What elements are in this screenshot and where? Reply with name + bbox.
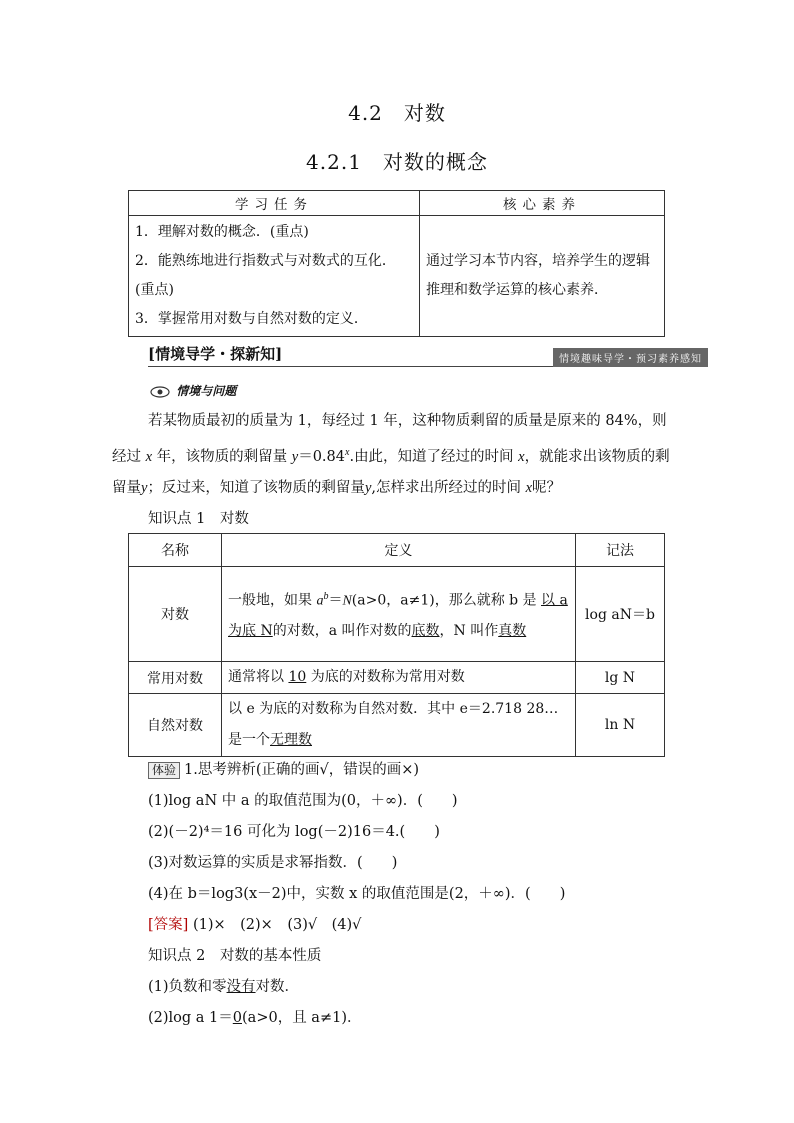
- core-cell: 通过学习本节内容，培养学生的逻辑推理和数学运算的核心素养．: [420, 216, 665, 337]
- row-definition: [222, 662, 576, 694]
- kp2-underline: 0: [232, 1010, 243, 1026]
- section-title: 4.2 对数: [348, 101, 446, 125]
- scenario-text-3: 由此，知道了经过的时间: [354, 448, 514, 465]
- exercise-q1: (1)log aN 中 a 的取值范围为(0，＋∞)．( ): [148, 793, 458, 809]
- exercise-intro: [148, 758, 419, 779]
- row-name: 常用对数: [129, 662, 222, 694]
- def-underline: 底数: [411, 623, 440, 640]
- scenario-text-2: 年，该物质的剩留量: [156, 448, 288, 465]
- col-definition: 定义: [222, 534, 576, 567]
- scenario-text-1: 若某物质最初的质量为 1，每经过 1 年，这种物质剩留的质量是原来的 84%，则经过: [112, 413, 667, 465]
- def-underline: 10: [288, 669, 307, 685]
- scenario-text-4: ，就能求出该物质的剩留量: [112, 448, 670, 496]
- scenario-icon: [150, 385, 170, 399]
- def-text: (a>0，a≠1)，那么就称 b 是: [351, 592, 537, 609]
- row-notation: ln N: [576, 694, 665, 757]
- kp1-title: 知识点 1 对数: [148, 511, 249, 527]
- kp2-title: 知识点 2 对数的基本性质: [148, 948, 322, 964]
- tasks-header: 学习任务: [129, 191, 420, 216]
- core-header: 核心素养: [420, 191, 665, 216]
- task-item: 2．能熟练地进行指数式与对数式的互化．(重点): [135, 253, 396, 298]
- row-name: 对数: [129, 567, 222, 662]
- tasks-cell: [129, 216, 420, 337]
- answer-tag: [答案]: [148, 917, 189, 933]
- kp2-item-2: [148, 1006, 361, 1027]
- row-definition: 一般地，如果 $a^b=N(a>0$，a≠1)，那么就称 b 是 以 a 为底 N的对数，a 叫作对数的底数，N 叫作真数: [222, 567, 576, 662]
- section-bar-tag: 情境趣味导学・预习素养感知: [553, 348, 708, 367]
- section-bar: [148, 342, 708, 367]
- kp2-text: (2)log a 1＝: [148, 1010, 233, 1026]
- scenario-paragraph: 若某物质最初的质量为 1，每经过 1 年，这种物质剩留的质量是原来的 84%，则经过 x 年，该物质的剩留量 $y=0.84^x$.由此，知道了经过的时间 x，就能求出该物质的剩留量y；反过来，知道了该物质的剩留量y,怎样求出所经过的时间 x呢？: [112, 413, 670, 496]
- exercise-intro-text: 1.思考辨析(正确的画√，错误的画×): [184, 762, 420, 778]
- def-text: 为底的对数称为常用对数: [310, 669, 465, 685]
- scenario-heading: [150, 382, 236, 399]
- kp2-underline: 没有: [226, 979, 256, 995]
- scenario-text-5: ；反过来，知道了该物质的剩留量: [147, 479, 365, 496]
- task-item: 3．掌握常用对数与自然对数的定义．: [135, 311, 368, 327]
- row-notation: log aN＝b: [576, 567, 665, 662]
- scenario-text-7: 呢？: [532, 479, 562, 496]
- exercise-tag: 体验: [148, 762, 180, 779]
- logarithm-table: [128, 533, 665, 757]
- def-underline: 真数: [498, 623, 527, 640]
- row-notation: lg N: [576, 662, 665, 694]
- col-notation: 记法: [576, 534, 665, 567]
- exercise-q4: (4)在 b＝log3(x－2)中，实数 x 的取值范围是(2，＋∞)．( ): [148, 886, 566, 902]
- kp2-text: 对数．: [255, 979, 300, 995]
- exercise-answer: [148, 913, 361, 934]
- task-item: 1．理解对数的概念．(重点): [135, 224, 309, 240]
- def-text: 以 e 为底的对数称为自然对数．其中 e＝2.718 28…是一个: [228, 701, 559, 748]
- learning-task-table: [128, 190, 665, 337]
- scenario-heading-text: 情境与问题: [176, 384, 237, 398]
- def-underline: 无理数: [270, 732, 312, 748]
- scenario-text-6: ,怎样求出所经过的时间: [371, 479, 521, 496]
- answer-text: (1)× (2)× (3)√ (4)√: [192, 917, 362, 933]
- subsection-title: 4.2.1 对数的概念: [306, 150, 488, 174]
- def-text: ，N 叫作: [439, 623, 499, 640]
- row-definition: [222, 694, 576, 757]
- row-name: 自然对数: [129, 694, 222, 757]
- def-underline: 以 a 为底 N: [228, 592, 568, 640]
- exercise-q2: (2)(－2)⁴＝16 可化为 log(－2)16＝4.( ): [148, 824, 440, 840]
- col-name: 名称: [129, 534, 222, 567]
- def-text: 通常将以: [228, 669, 284, 685]
- exercise-q3: (3)对数运算的实质是求幂指数．( ): [148, 855, 398, 871]
- kp2-item-1: [148, 975, 299, 996]
- section-bar-title: [情境导学・探新知]: [148, 345, 283, 363]
- kp2-text: (a>0，且 a≠1)．: [242, 1010, 362, 1026]
- def-text: 一般地，如果: [228, 592, 312, 609]
- def-text: 的对数，a 叫作对数的: [272, 623, 412, 640]
- kp2-text: (1)负数和零: [148, 979, 227, 995]
